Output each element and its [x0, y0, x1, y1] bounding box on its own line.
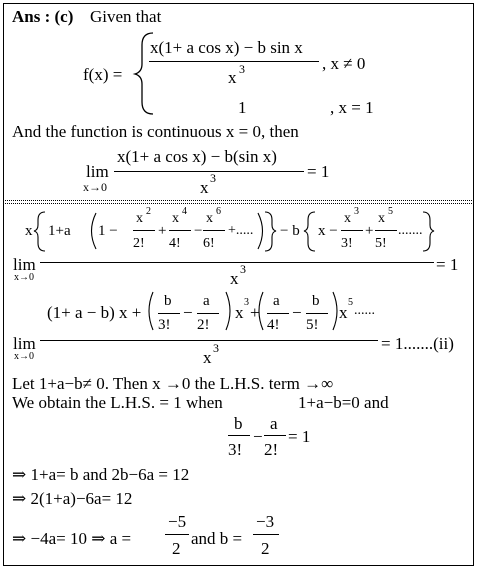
fx-numerator: x(1+ a cos x) − b sin x	[150, 38, 303, 57]
line-obtain: We obtain the L.H.S. = 1 when	[12, 393, 223, 412]
paren-open-1	[92, 213, 97, 249]
l3-g3-den: 4!	[267, 317, 280, 333]
continuity-statement: And the function is continuous x = 0, then	[12, 122, 299, 141]
frac-a-den: 2!	[264, 440, 279, 459]
paren-close-3	[333, 292, 337, 330]
l3-g2-bar	[197, 313, 219, 314]
limit1-den-exponent: 3	[210, 171, 216, 185]
brace-large-1-close	[265, 212, 276, 251]
l2-main-bar	[40, 262, 434, 263]
l3-g3-minus: −	[292, 303, 302, 322]
l2-one-plus-a: 1+a	[48, 223, 71, 239]
line-implies-1: ⇒ 1+a= b and 2b−6a = 12	[12, 465, 190, 484]
brace-large-2-close	[423, 212, 434, 251]
l2-f2-exp: 4	[182, 206, 187, 217]
l2-f3-num: x	[206, 211, 213, 226]
l2-f1-den: 2!	[133, 236, 145, 251]
l3-x3: x	[235, 303, 244, 322]
l3-g1-bar	[158, 313, 180, 314]
brace-large-1	[34, 212, 45, 251]
l2-x: x	[25, 223, 33, 239]
limit1-lim: lim	[86, 162, 109, 181]
l3-lim: lim	[13, 334, 36, 353]
l3-dots: ......	[354, 303, 375, 318]
l2-f4-exp: 3	[354, 206, 359, 217]
frac-a-num: a	[270, 414, 278, 433]
l3-t1: (1+ a − b) x +	[47, 303, 142, 322]
paren-open-2	[149, 292, 153, 330]
line-assumption: Let 1+a−b≠ 0. Then x →0 the L.H.S. term →∞	[12, 374, 334, 393]
frac-rhs: = 1	[288, 427, 311, 446]
l2-f4-den: 3!	[341, 236, 353, 251]
limit1-rhs: = 1	[307, 162, 330, 181]
l2-x-minus: x −	[318, 223, 338, 239]
frac-b-den: 3!	[228, 440, 243, 459]
result-a-den: 2	[172, 539, 181, 558]
l2-rhs: = 1	[436, 255, 459, 274]
l2-f3-den: 6!	[203, 236, 215, 251]
l2-f5-bar	[375, 230, 397, 231]
result-b-den: 2	[261, 539, 270, 558]
fx-condition-2: , x = 1	[330, 98, 374, 117]
l2-f2-den: 4!	[169, 236, 181, 251]
l2-mid: − b	[280, 223, 300, 239]
l2-f3-exp: 6	[216, 206, 221, 217]
l2-sub: x→0	[14, 272, 34, 283]
limit1-sub: x→0	[83, 180, 107, 194]
l3-g3-bar	[267, 313, 289, 314]
l3-sub: x→0	[14, 351, 34, 362]
limit1-numerator: x(1+ a cos x) − b(sin x)	[117, 147, 277, 166]
answer-label: Ans : (c)	[12, 7, 74, 26]
l3-g4-bar	[306, 313, 328, 314]
frac-minus: −	[253, 427, 263, 446]
l3-x3-exp: 3	[244, 297, 249, 308]
l3-main-bar	[40, 340, 378, 341]
l3-g1-den: 3!	[158, 317, 171, 333]
l2-plus2: +	[365, 223, 374, 239]
fx-den-exponent: 3	[239, 62, 245, 76]
l2-tail1: +.....	[228, 223, 254, 238]
l2-f4-num: x	[344, 211, 351, 226]
l3-g3-num: a	[273, 293, 280, 309]
frac-a-bar	[264, 435, 286, 436]
fx-condition-1: , x ≠ 0	[322, 54, 366, 73]
result-and-b: and b =	[191, 529, 243, 548]
paren-close-1	[258, 213, 263, 249]
l2-f3-bar	[203, 230, 225, 231]
l3-g4-den: 5!	[306, 317, 319, 333]
line-obtain-cond: 1+a−b=0 and	[298, 393, 389, 412]
fx-fraction-bar	[149, 61, 319, 62]
fx-lhs: f(x) =	[83, 65, 123, 84]
result-a-bar	[165, 534, 189, 535]
l3-g4-num: b	[312, 293, 320, 309]
l2-plus1: +	[158, 223, 167, 239]
frac-b-num: b	[234, 414, 243, 433]
given-that-text: Given that	[90, 7, 162, 26]
l3-g1-num: b	[164, 293, 172, 309]
l2-lim: lim	[13, 255, 36, 274]
fx-denominator: x	[228, 68, 237, 87]
l2-f4-bar	[341, 230, 363, 231]
l2-minus1: −	[194, 223, 203, 239]
l2-f1-bar	[133, 230, 155, 231]
result-b-num: −3	[256, 512, 275, 531]
l2-tail2: .......	[398, 223, 423, 238]
l2-f2-num: x	[172, 211, 179, 226]
l2-f5-exp: 5	[388, 206, 393, 217]
l3-g1-minus: −	[183, 303, 193, 322]
l3-x5: x	[339, 303, 348, 322]
l2-f1-exp: 2	[146, 206, 151, 217]
l2-den: x	[230, 269, 239, 288]
l3-g2-den: 2!	[197, 317, 210, 333]
limit1-denominator: x	[200, 178, 209, 197]
l3-den: x	[203, 348, 212, 367]
l2-den-exp: 3	[240, 262, 246, 276]
l2-one-minus: 1 −	[98, 223, 118, 239]
paren-open-3	[259, 292, 263, 330]
l3-rhs: = 1.......(ii)	[381, 334, 454, 353]
brace-large-2	[304, 212, 315, 251]
limit1-fraction-bar	[114, 171, 304, 172]
dotted-divider	[3, 200, 474, 201]
paren-close-2	[226, 292, 230, 330]
result-a-num: −5	[168, 512, 187, 531]
dotted-divider-2	[3, 203, 474, 204]
l2-f1-num: x	[136, 211, 143, 226]
l3-den-exp: 3	[213, 341, 219, 355]
l2-f5-num: x	[378, 211, 385, 226]
frac-b-bar	[228, 435, 250, 436]
result-b-bar	[253, 534, 279, 535]
line-implies-2: ⇒ 2(1+a)−6a= 12	[12, 489, 133, 508]
l3-plus: +	[250, 303, 260, 322]
l3-x5-exp: 5	[348, 297, 353, 308]
l2-f5-den: 5!	[375, 236, 387, 251]
l2-f2-bar	[169, 230, 191, 231]
line-implies-3: ⇒ −4a= 10 ⇒ a =	[12, 529, 132, 548]
fx-value-2: 1	[238, 98, 247, 117]
l3-g2-num: a	[203, 293, 210, 309]
